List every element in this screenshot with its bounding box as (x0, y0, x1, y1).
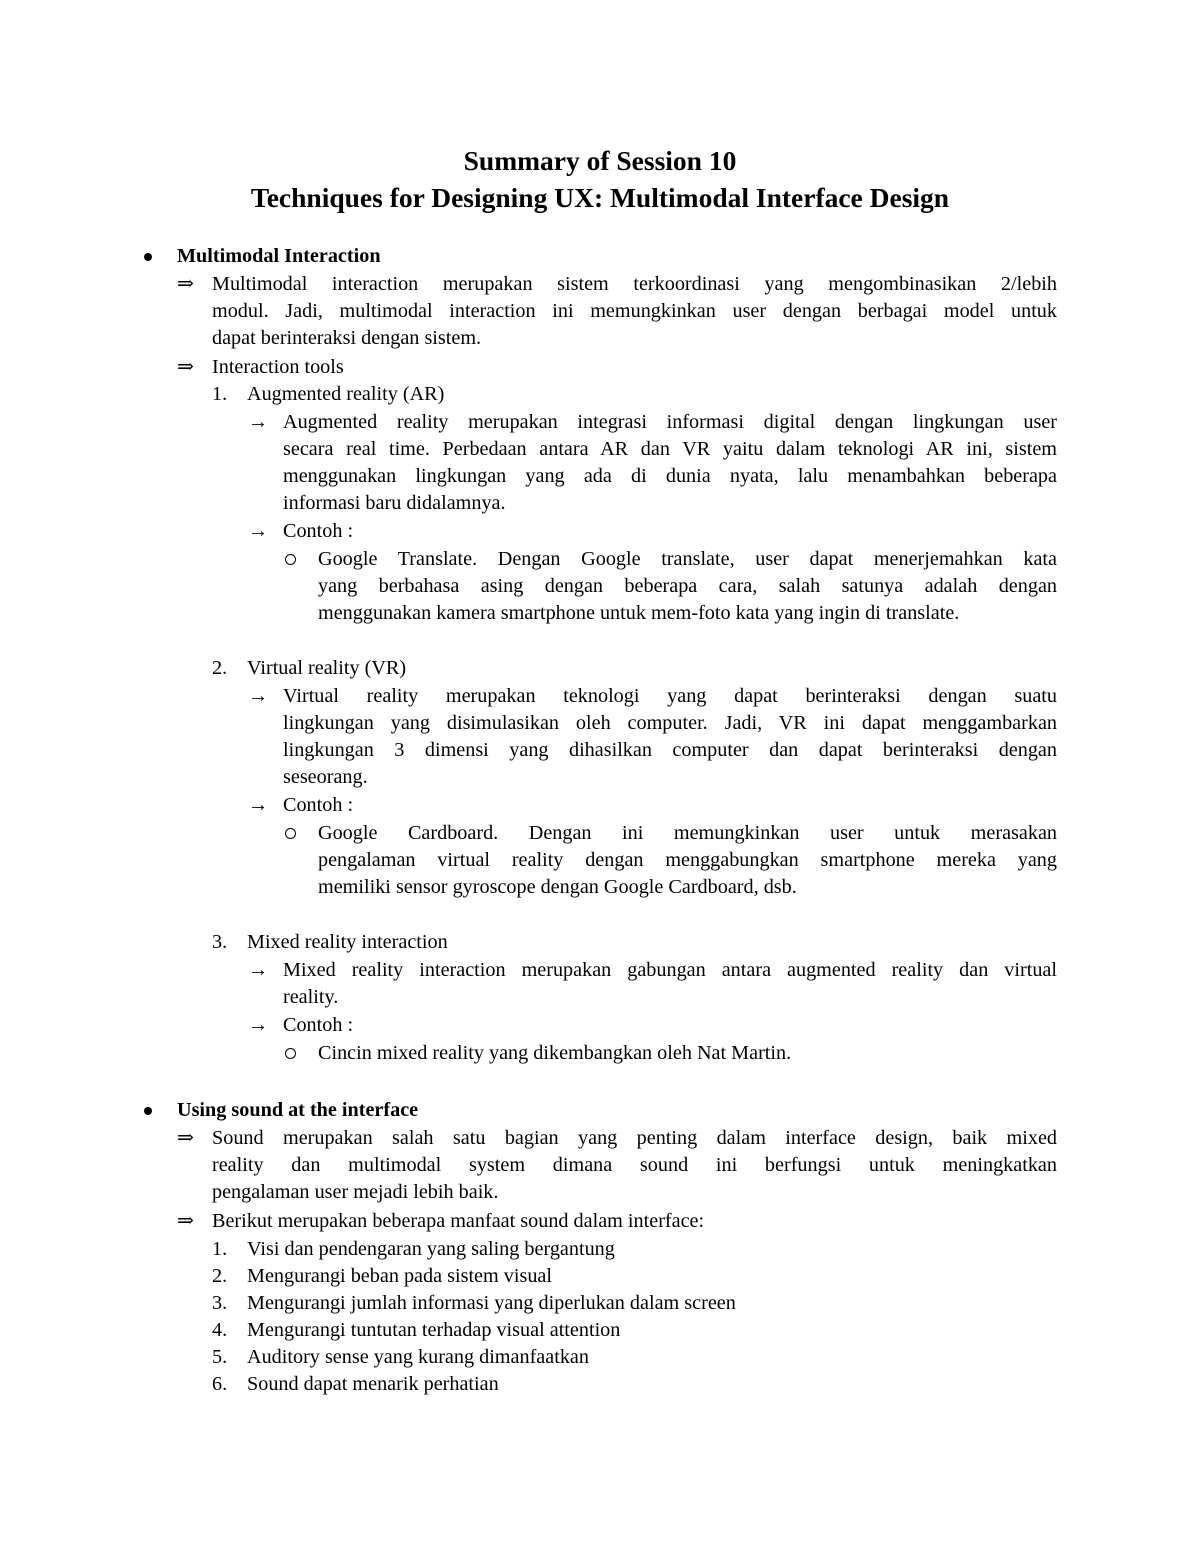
paragraph-line: modul. Jadi, multimodal interaction ini memungkinkan user dengan berbagai model untuk (212, 300, 1057, 322)
paragraph-line: menggunakan kamera smartphone untuk mem-foto kata yang ingin di translate. (318, 602, 960, 624)
benefit-item: Auditory sense yang kurang dimanfaatkan (247, 1346, 589, 1368)
list-item-mixed-reality: Mixed reality interaction (247, 931, 448, 953)
double-arrow-icon: ⇒ (177, 356, 194, 378)
paragraph-line: lingkungan yang disimulasikan oleh computer. Jadi, VR ini dapat menggambarkan (283, 712, 1057, 734)
paragraph-line: Mixed reality interaction merupakan gabungan antara augmented reality dan virtual (283, 959, 1057, 981)
paragraph-line: yang berbahasa asing dengan beberapa cara, salah satunya adalah dengan (318, 575, 1057, 597)
paragraph-line: seseorang. (283, 766, 368, 788)
arrow-icon: → (248, 794, 269, 816)
paragraph-line: Multimodal interaction merupakan sistem terkoordinasi yang mengombinasikan 2/lebih (212, 273, 1057, 295)
list-number: 3. (212, 931, 228, 953)
section-bullet (144, 1107, 152, 1115)
list-number: 5. (212, 1346, 228, 1368)
list-item-vr: Virtual reality (VR) (247, 657, 407, 679)
benefit-item: Visi dan pendengaran yang saling bergantung (247, 1238, 615, 1260)
double-arrow-icon: ⇒ (177, 1127, 194, 1149)
page-title: Summary of Session 10 (463, 145, 737, 176)
list-number: 2. (212, 657, 228, 679)
benefit-item: Mengurangi tuntutan terhadap visual attention (247, 1319, 621, 1341)
section-heading-multimodal: Multimodal Interaction (177, 245, 381, 267)
paragraph-line: dapat berinteraksi dengan sistem. (212, 327, 482, 349)
circle-bullet-icon (285, 1048, 296, 1059)
benefits-label: Berikut merupakan beberapa manfaat sound dalam interface: (212, 1210, 705, 1232)
list-number: 1. (212, 383, 228, 405)
list-number: 6. (212, 1373, 228, 1395)
benefit-item: Mengurangi jumlah informasi yang diperlukan dalam screen (247, 1292, 736, 1314)
arrow-icon: → (248, 520, 269, 542)
tools-label: Interaction tools (212, 356, 344, 378)
paragraph-line: reality dan multimodal system dimana sound ini berfungsi untuk meningkatkan (212, 1154, 1057, 1176)
circle-bullet-icon (285, 828, 296, 839)
arrow-icon: → (248, 411, 269, 433)
list-item-ar: Augmented reality (AR) (247, 383, 445, 405)
paragraph-line: Google Cardboard. Dengan ini memungkinkan user untuk merasakan (318, 822, 1057, 844)
paragraph-line: reality. (283, 986, 339, 1008)
paragraph-line: menggunakan lingkungan yang ada di dunia nyata, lalu menambahkan beberapa (283, 465, 1057, 487)
example-label: Contoh : (283, 1014, 354, 1036)
benefit-item: Sound dapat menarik perhatian (247, 1373, 499, 1395)
list-number: 1. (212, 1238, 228, 1260)
section-heading-sound: Using sound at the interface (177, 1099, 419, 1121)
paragraph-line: Virtual reality merupakan teknologi yang dapat berinteraksi dengan suatu (283, 685, 1057, 707)
circle-bullet-icon (285, 554, 296, 565)
double-arrow-icon: ⇒ (177, 273, 194, 295)
paragraph-line: secara real time. Perbedaan antara AR dan VR yaitu dalam teknologi AR ini, sistem (283, 438, 1057, 460)
arrow-icon: → (248, 1014, 269, 1036)
paragraph-line: Augmented reality merupakan integrasi informasi digital dengan lingkungan user (283, 411, 1057, 433)
example-label: Contoh : (283, 520, 354, 542)
paragraph-line: memiliki sensor gyroscope dengan Google Cardboard, dsb. (318, 876, 797, 898)
benefit-item: Mengurangi beban pada sistem visual (247, 1265, 552, 1287)
page-subtitle: Techniques for Designing UX: Multimodal Interface Design (250, 182, 950, 213)
paragraph-line: Google Translate. Dengan Google translate, user dapat menerjemahkan kata (318, 548, 1057, 570)
paragraph-line: lingkungan 3 dimensi yang dihasilkan computer dan dapat berinteraksi dengan (283, 739, 1057, 761)
example-label: Contoh : (283, 794, 354, 816)
list-number: 4. (212, 1319, 228, 1341)
paragraph-line: pengalaman user mejadi lebih baik. (212, 1181, 499, 1203)
section-bullet (144, 253, 152, 261)
paragraph-line: Cincin mixed reality yang dikembangkan oleh Nat Martin. (318, 1042, 792, 1064)
arrow-icon: → (248, 959, 269, 981)
paragraph-line: informasi baru didalamnya. (283, 492, 506, 514)
double-arrow-icon: ⇒ (177, 1210, 194, 1232)
paragraph-line: Sound merupakan salah satu bagian yang penting dalam interface design, baik mixed (212, 1127, 1057, 1149)
list-number: 3. (212, 1292, 228, 1314)
arrow-icon: → (248, 685, 269, 707)
list-number: 2. (212, 1265, 228, 1287)
paragraph-line: pengalaman virtual reality dengan menggabungkan smartphone mereka yang (318, 849, 1057, 871)
